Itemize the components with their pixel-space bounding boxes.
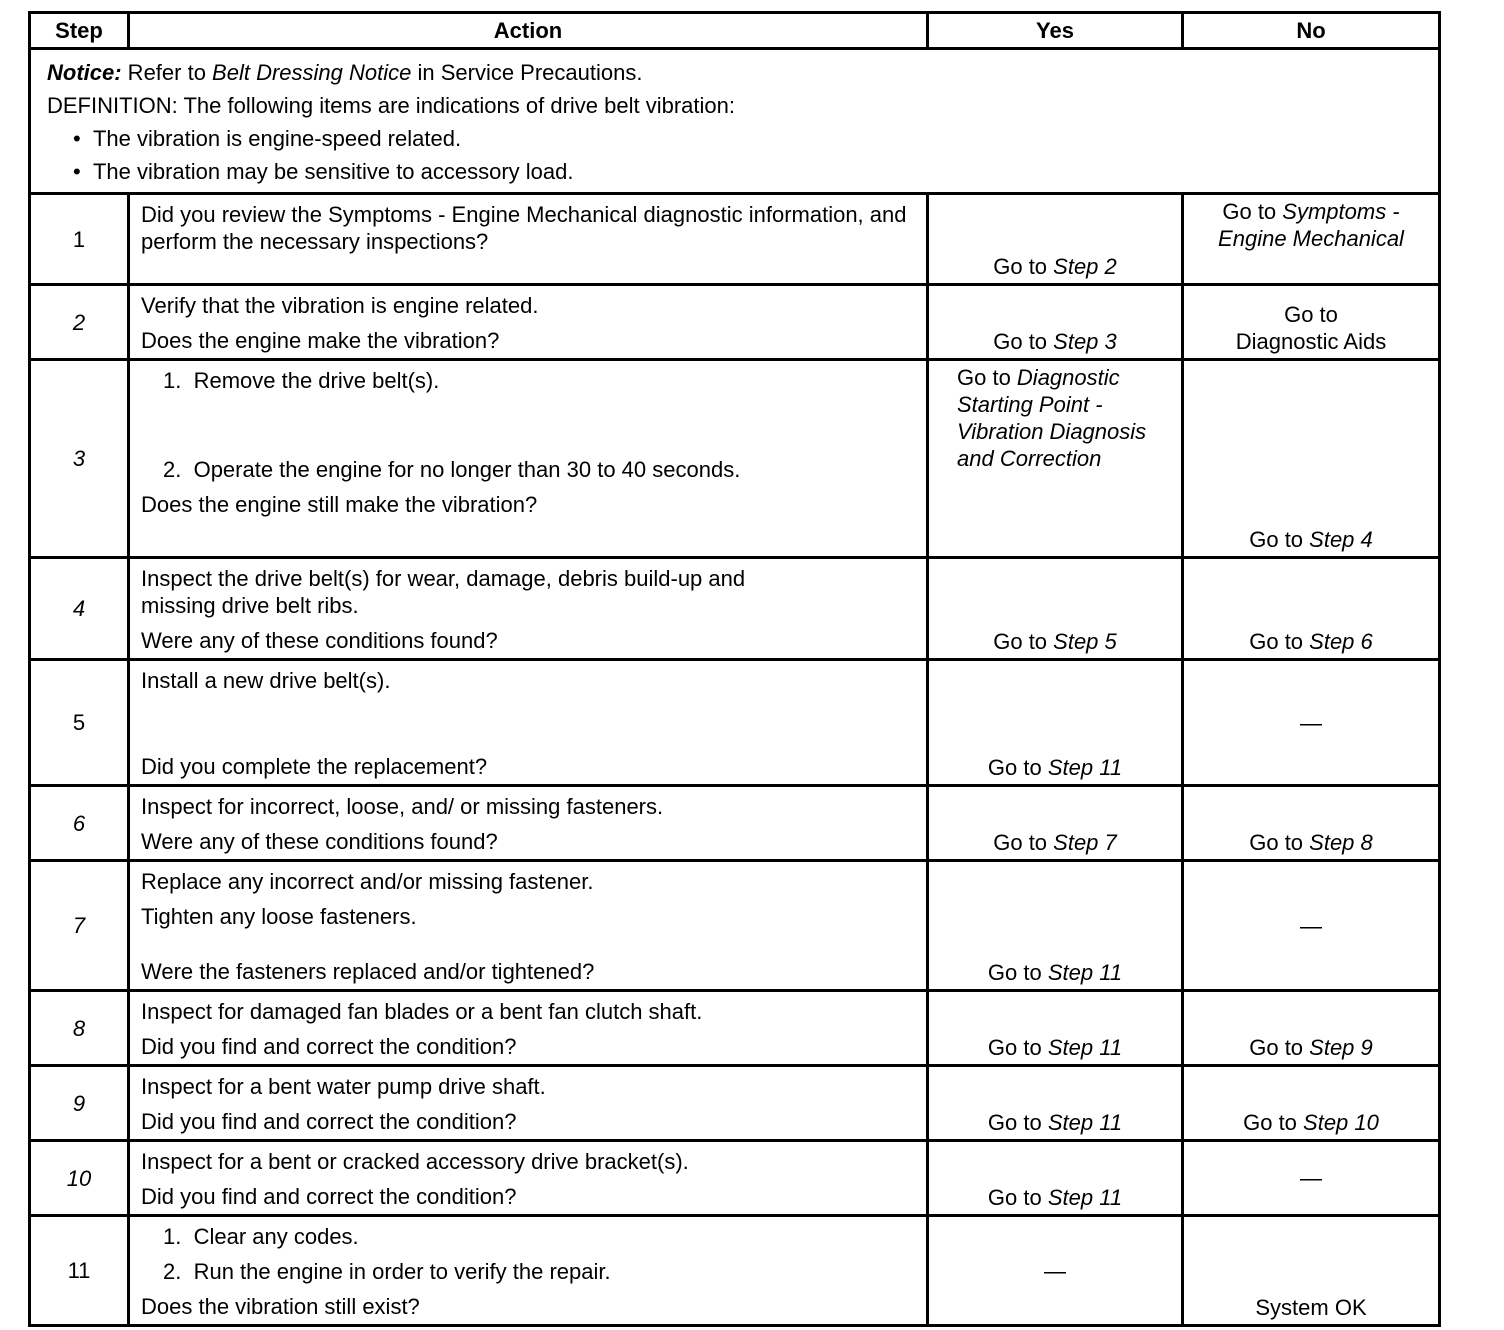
goto-text: Go to [987,960,1048,985]
action-line: Inspect the drive belt(s) for wear, damage, debris build-up and missing drive belt ribs. [141,566,746,618]
yes-goto [929,829,1181,856]
action-cell [129,1141,928,1216]
no-cell [1183,558,1440,660]
goto-text: Go to [993,254,1054,279]
header-action: Action [129,13,928,49]
numbered-item: 2. Operate the engine for no longer than 30 to 40 seconds. [163,457,741,482]
action-cell [129,861,928,991]
yes-cell [928,660,1183,786]
goto-text: Go to [1249,629,1310,654]
step-number: 3 [30,360,129,558]
item-text: Clear any codes. [193,1224,359,1249]
step-number: 9 [30,1066,129,1141]
action-cell [129,1066,928,1141]
action-line: Did you review the Symptoms - Engine Mechanical diagnostic information, and perform the necessary inspections? [141,202,907,254]
goto-target: Step 3 [1053,329,1117,354]
goto-target: Diagnostic Starting Point - Vibration Diagnosis and Correction [957,365,1147,471]
bullet-text: The vibration may be sensitive to accessory load. [92,159,574,184]
goto-target: Step 11 [1047,960,1123,985]
goto-text: Go to [1249,830,1310,855]
action-question: Does the vibration still exist? [141,1294,420,1319]
step-number: 6 [30,786,129,861]
header-yes: Yes [928,13,1183,49]
numbered-item: 1. Remove the drive belt(s). [163,368,440,393]
goto-text: Go to [1249,527,1310,552]
yes-goto [929,754,1181,781]
action-line: Did you find and correct the condition? [141,1184,517,1209]
yes-goto [929,328,1181,355]
action-cell [129,558,928,660]
goto-text: Go to [957,365,1017,390]
goto-target: Step 11 [1047,755,1123,780]
yes-cell [928,991,1183,1066]
yes-dash: — [1044,1258,1066,1283]
action-cell [129,660,928,786]
no-cell [1183,786,1440,861]
notice-line [47,56,1426,89]
item-text: Run the engine in order to verify the repair. [193,1259,611,1284]
goto-target: Step 8 [1309,830,1373,855]
yes-goto [929,1184,1181,1211]
step-number: 4 [30,558,129,660]
notice-text-pre: Refer to [121,60,213,85]
step-number: 2 [30,285,129,360]
no-cell [1183,1216,1440,1326]
yes-goto [929,959,1181,986]
action-line: Did you complete the replacement? [141,754,488,779]
action-line: Inspect for a bent water pump drive shaft. [141,1074,546,1099]
action-line: Replace any incorrect and/or missing fastener. [141,869,594,894]
no-goto [1184,1109,1438,1136]
step-number: 5 [30,660,129,786]
action-cell [129,360,928,558]
no-cell [1183,194,1440,285]
yes-cell [928,786,1183,861]
notice-ref: Belt Dressing Notice [212,60,412,85]
goto-text: Go to [987,755,1048,780]
no-cell [1183,360,1440,558]
step-number: 7 [30,861,129,991]
yes-cell [928,1216,1183,1326]
yes-cell [928,861,1183,991]
no-cell [1183,1141,1440,1216]
action-line: Were any of these conditions found? [141,829,498,854]
action-line: Inspect for damaged fan blades or a bent fan clutch shaft. [141,999,703,1024]
goto-target: Step 7 [1053,830,1117,855]
step-row [30,786,1440,861]
yes-cell [928,1141,1183,1216]
no-cell [1183,991,1440,1066]
action-line: Inspect for a bent or cracked accessory drive bracket(s). [141,1149,689,1174]
step-number: 11 [30,1216,129,1326]
goto-text: Go to [993,329,1054,354]
no-goto [1184,1034,1438,1061]
goto-text: Go to [987,1185,1048,1210]
no-dash: — [1300,1165,1322,1191]
step-row [30,558,1440,660]
header-no: No [1183,13,1440,49]
action-line: Install a new drive belt(s). [141,668,391,693]
action-cell [129,786,928,861]
step-row [30,194,1440,285]
notice-label: Notice: [47,60,122,85]
no-goto [1184,829,1438,856]
yes-goto [929,1034,1181,1061]
goto-target: Step 4 [1309,527,1373,552]
notice-cell [30,49,1440,194]
no-cell [1183,660,1440,786]
yes-goto [929,364,1181,472]
goto-target: Step 11 [1047,1035,1123,1060]
no-goto [1184,628,1438,655]
action-line: Inspect for incorrect, loose, and/ or missing fasteners. [141,794,664,819]
yes-goto [929,253,1181,280]
step-row [30,660,1440,786]
step-row [30,1066,1440,1141]
bullet-text: The vibration is engine-speed related. [92,126,462,151]
no-goto [1184,301,1438,355]
goto-target: Step 11 [1047,1110,1123,1135]
goto-target: Step 6 [1309,629,1373,654]
no-dash: — [1300,913,1322,938]
goto-target: Step 10 [1303,1110,1379,1135]
action-line: Does the engine make the vibration? [141,328,500,353]
numbered-item: 1. Clear any codes. [163,1224,359,1249]
diagnostic-table [28,11,1441,1327]
step-number: 8 [30,991,129,1066]
step-row [30,1216,1440,1326]
action-line: Were the fasteners replaced and/or tightened? [141,959,595,984]
definition-line: DEFINITION: The following items are indications of drive belt vibration: [47,93,735,118]
goto-text: Go to [1222,199,1283,224]
numbered-item: 2. Run the engine in order to verify the repair. [163,1259,611,1284]
goto-text: Go to [987,1110,1048,1135]
goto-target: Diagnostic Aids [1235,329,1387,354]
action-cell [129,991,928,1066]
notice-row [30,49,1440,194]
step-row [30,1141,1440,1216]
step-number: 1 [30,194,129,285]
no-goto [1184,198,1438,252]
yes-cell [928,360,1183,558]
action-question: Does the engine still make the vibration? [141,492,538,517]
action-line: Verify that the vibration is engine related. [141,293,539,318]
item-text: Operate the engine for no longer than 30 to 40 seconds. [193,457,741,482]
action-line: Were any of these conditions found? [141,628,498,653]
action-cell [129,194,928,285]
goto-target: Step 9 [1309,1035,1373,1060]
notice-text-post: in Service Precautions. [411,60,643,85]
action-cell [129,285,928,360]
goto-target: Step 5 [1053,629,1117,654]
goto-text: Go to [987,1035,1048,1060]
step-row [30,991,1440,1066]
no-cell [1183,861,1440,991]
yes-cell [928,285,1183,360]
no-result: System OK [1255,1295,1367,1320]
yes-goto [929,628,1181,655]
step-row [30,861,1440,991]
yes-cell [928,1066,1183,1141]
goto-target: Step 11 [1047,1185,1123,1210]
no-goto [1184,526,1438,553]
goto-text: Go to [993,830,1054,855]
bullet-item: • The vibration may be sensitive to accessory load. [73,159,574,184]
step-number: 10 [30,1141,129,1216]
action-line: Did you find and correct the condition? [141,1034,517,1059]
action-line: Tighten any loose fasteners. [141,904,417,929]
step-row [30,360,1440,558]
goto-text: Go to [1249,1035,1310,1060]
action-cell [129,1216,928,1326]
goto-target: Step 2 [1053,254,1117,279]
no-cell [1183,285,1440,360]
item-text: Remove the drive belt(s). [193,368,440,393]
action-line: Did you find and correct the condition? [141,1109,517,1134]
goto-text: Go to [1284,302,1338,327]
no-dash: — [1300,710,1322,735]
goto-text: Go to [993,629,1054,654]
step-row [30,285,1440,360]
goto-text: Go to [1243,1110,1304,1135]
bullet-item: • The vibration is engine-speed related. [73,126,462,151]
yes-cell [928,558,1183,660]
header-row [30,13,1440,49]
yes-cell [928,194,1183,285]
header-step: Step [30,13,129,49]
goto-target: Symptoms - Engine Mechanical [1218,199,1404,251]
no-cell [1183,1066,1440,1141]
yes-goto [929,1109,1181,1136]
